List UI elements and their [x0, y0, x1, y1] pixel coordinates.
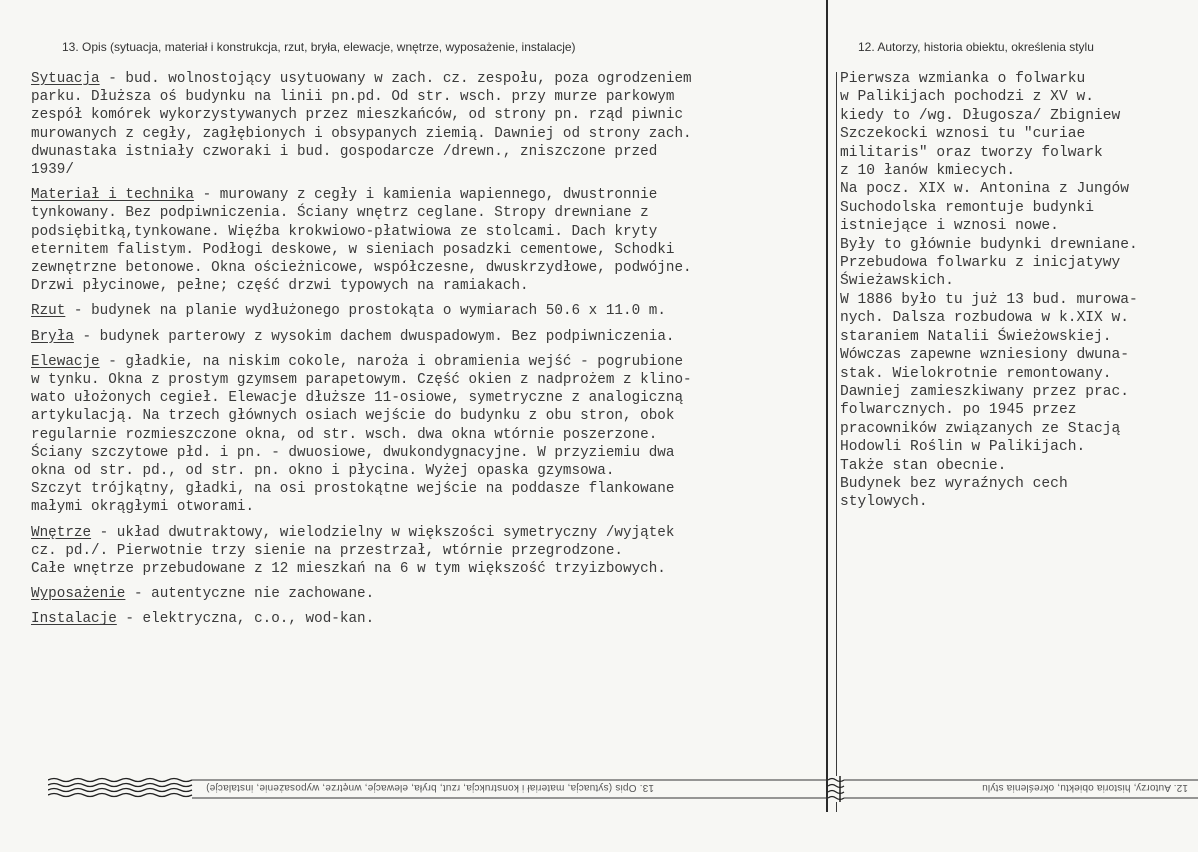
section-heading: Elewacje [31, 353, 100, 370]
section-installations [31, 610, 821, 628]
section-heading: Wnętrze [31, 524, 92, 541]
section-text: - układ dwutraktowy, wielodzielny w większości symetryczny /wyjątek cz. pd./. Pierwotnie trzy sienie na przestrzał, wtórnie przegrodzone. Całe wnętrze przebudowane z 12 mieszkań na 6 w tym większość trzyizbowych. [31, 524, 675, 578]
history-paragraph: Budynek bez wyraźnych cech stylowych. [840, 475, 1068, 511]
history-header: 12. Autorzy, historia obiektu, określenia stylu [858, 40, 1094, 54]
section-text: - murowany z cegły i kamienia wapiennego, dwustronnie tynkowany. Bez podpiwniczenia. Ściany wnętrz ceglane. Stropy drewniane z podsiębitką,tynkowane. Więźba krokwiowo-płatwiowa ze stolcami. Dach kryty eternitem falistym. Podłogi deskowe, w sieniach posadzki cementowe, Schodki zewnętrzne betonowe. Okna ościeżnicowe, współczesne, dwuskrzydłowe, podwójne. Drzwi płycinowe, pełne; część drzwi typowych na ramiakach. [31, 187, 692, 295]
column-divider-inner [836, 72, 837, 812]
section-material [31, 186, 821, 295]
section-text: - budynek parterowy z wysokim dachem dwuspadowym. Bez podpiwniczenia. [73, 328, 675, 345]
history-column [840, 70, 1195, 512]
section-heading: Rzut [31, 303, 66, 320]
section-massing [31, 328, 821, 346]
section-heading: Wyposażenie [31, 586, 126, 603]
section-interior [31, 524, 821, 579]
section-heading: Sytuacja [31, 71, 100, 87]
section-heading: Materiał i technika [31, 187, 195, 204]
history-paragraph: Pierwsza wzmianka o folwarku w Palikijach pochodzi z XV w. kiedy to /wg. Długosza/ Zbigniew Szczekocki wznosi tu "curiae militaris" oraz tworzy folwark z 10 łanów kmiecych. [840, 71, 1121, 180]
section-heading: Instalacje [31, 611, 117, 628]
section-text: - gładkie, na niskim cokole, naroża i obramienia wejść - pogrubione w tynku. Okna z prostym gzymsem parapetowym. Część okien z nadprożem z klino- wato ułożonych cegieł. Elewacje dłuższe 11-osiowe, symetryczne z analogiczną artykulacją. Na trzech głównych osiach wejście do budynku z obu stron, obok regularnie rozmieszczone okna, od str. wsch. dwa okna wtórnie poszerzone. Ściany szczytowe płd. i pn. - dwuosiowe, dwukondygnacyjne. W przyziemiu dwa okna od str. pd., od str. pn. okno i płycina. Wyżej opaska gzymsowa. Szczyt trójkątny, gładki, na osi prostokątne wejście na poddasze flankowane małymi okrągłymi otworami. [31, 353, 692, 516]
section-plan [31, 302, 821, 320]
history-paragraph: W 1886 było tu już 13 bud. murowa- nych. Dalsza rozbudowa w k.XIX w. staraniem Natalii Świeżowskiej. Wówczas zapewne wzniesiony dwuna- stak. Wielokrotnie remontowany. Dawniej zamieszkiwany przez prac. folwarcznych. po 1945 przez pracowników związanych ze Stacją Hodowli Roślin w Palikijach. [840, 291, 1138, 456]
section-text: - bud. wolnostojący usytuowany w zach. cz. zespołu, poza ogrodzeniem parku. Dłuższa oś budynku na linii pn.pd. Od str. wsch. przy murze parkowym zespół komórek wykorzystywanych przez mieszkańców, od strony pn. rząd piwnic murowanych z cegły, zagłębionych i obsypanych ziemią. Dawniej od strony zach. dwunastaka istniały czworaki i bud. gospodarcze /drewn., zniszczone przed 1939/ [31, 71, 692, 179]
footer-mirrored-description-header: 13. Opis (sytuacja, materiał i konstrukcja, rzut, bryła, elewacje, wnętrze, wyposażenie, instalacje) [206, 782, 654, 793]
section-situation [31, 70, 821, 179]
section-text: - autentyczne nie zachowane. [125, 586, 375, 603]
history-paragraph: Były to głównie budynki drewniane. Przebudowa folwarku z inicjatywy Świeżawskich. [840, 236, 1138, 290]
footer-mirrored-history-header: 12. Autorzy, historia obiektu, określenia stylu [982, 782, 1188, 793]
section-furnishing [31, 585, 821, 603]
history-paragraph: Na pocz. XIX w. Antonina z Jungów Suchodolska remontuje budynki istniejące i wznosi nowe. [840, 181, 1130, 235]
section-text: - budynek na planie wydłużonego prostokąta o wymiarach 50.6 x 11.0 m. [65, 303, 666, 320]
section-heading: Bryła [31, 328, 74, 345]
section-text: - elektryczna, c.o., wod-kan. [116, 611, 375, 628]
history-paragraph: Także stan obecnie. [840, 457, 1007, 474]
column-divider [826, 0, 828, 812]
section-elevations [31, 353, 821, 517]
description-header: 13. Opis (sytuacja, materiał i konstrukcja, rzut, bryła, elewacje, wnętrze, wyposażenie, instalacje) [62, 40, 576, 54]
description-column [31, 70, 821, 636]
